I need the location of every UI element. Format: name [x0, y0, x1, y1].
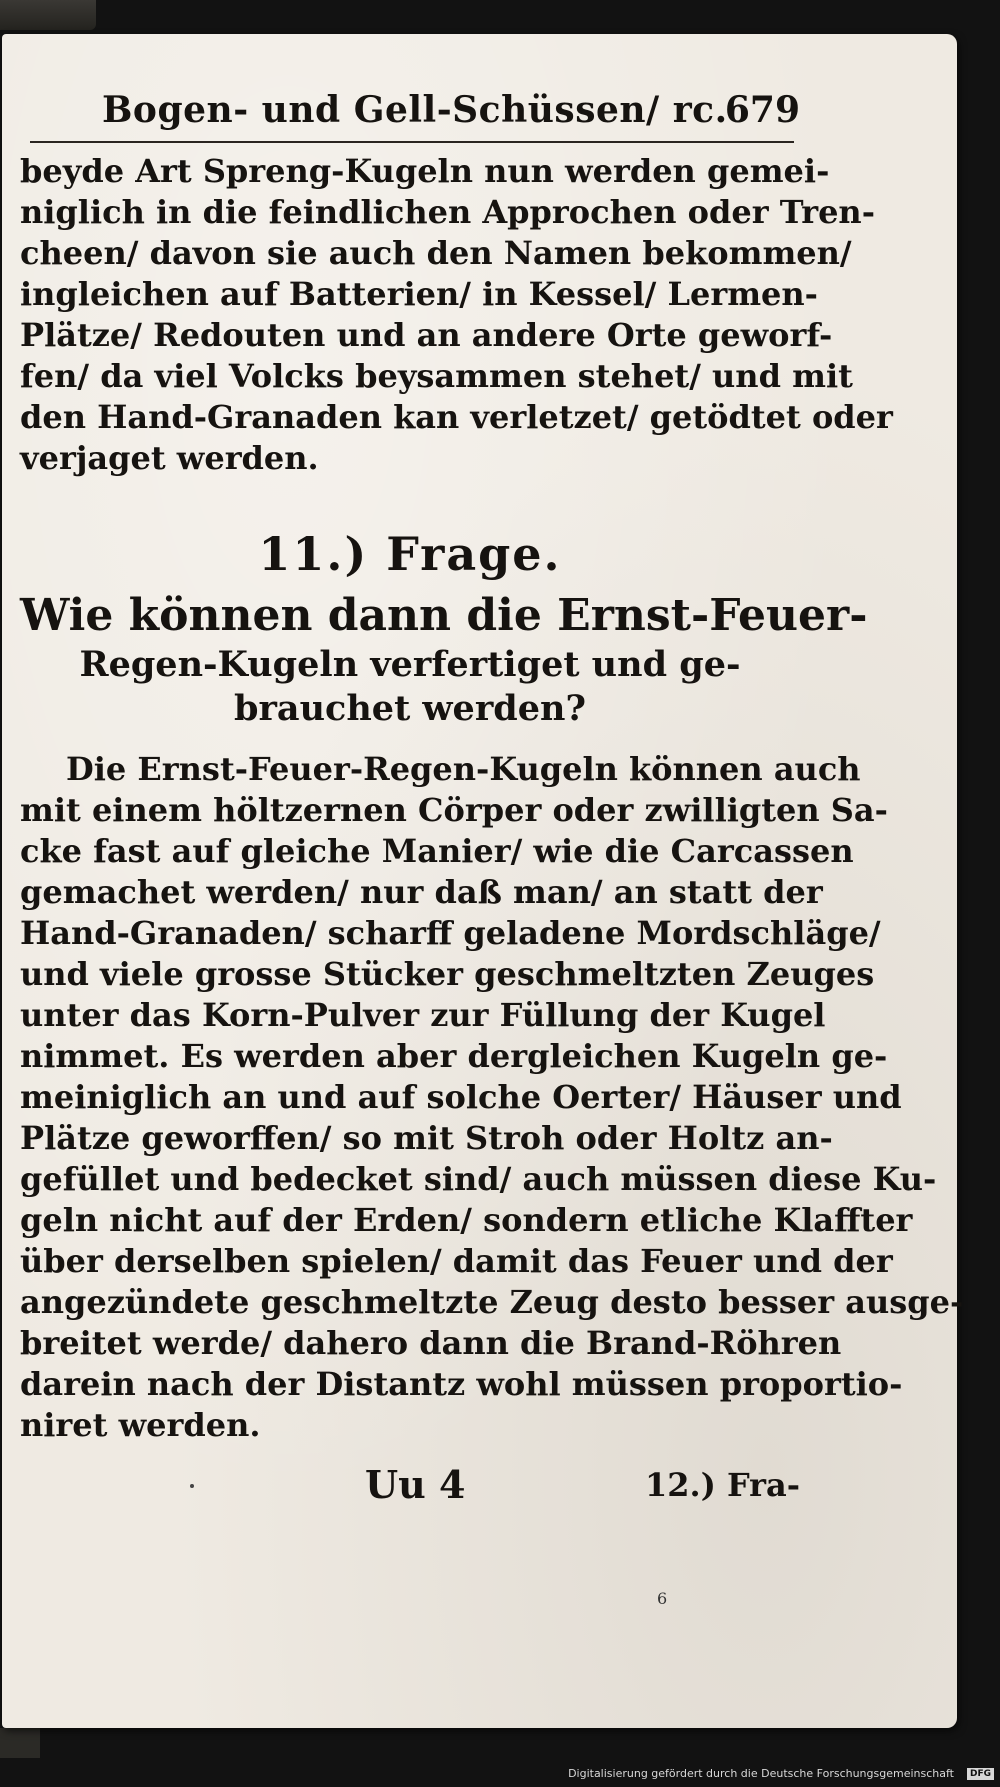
- page-tab-bottom: [0, 1728, 40, 1758]
- text-line: fen/ da viel Volcks beysammen stehet/ und mit: [20, 357, 853, 395]
- text-line: niret werden.: [20, 1406, 261, 1444]
- text-line: angezündete geschmeltzte Zeug desto besser ausge-: [20, 1283, 964, 1321]
- ink-dot: [190, 1484, 194, 1488]
- running-head: [20, 89, 800, 143]
- book-page: [2, 34, 964, 1728]
- question-number: 11.) Frage.: [258, 527, 562, 581]
- text-line: cheen/ davon sie auch den Namen bekommen/: [20, 234, 852, 272]
- text-line: unter das Korn-Pulver zur Füllung der Kugel: [20, 996, 826, 1034]
- text-line: gefüllet und bedecket sind/ auch müssen diese Ku-: [20, 1160, 937, 1198]
- text-line: beyde Art Spreng-Kugeln nun werden gemei-: [20, 152, 830, 190]
- text-line: Plätze/ Redouten und an andere Orte geworf-: [20, 316, 833, 354]
- signature-mark: Uu 4: [365, 1462, 466, 1507]
- text-line: Hand-Granaden/ scharff geladene Mordschläge/: [20, 914, 881, 952]
- text-line: ingleichen auf Batterien/ in Kessel/ Lermen-: [20, 275, 818, 313]
- catchword: 12.) Fra-: [645, 1466, 800, 1504]
- text-line: cke fast auf gleiche Manier/ wie die Carcassen: [20, 832, 854, 870]
- header-rule: [30, 141, 794, 143]
- marginal-mark: 6: [657, 1589, 668, 1608]
- paragraph-2: [20, 749, 964, 1446]
- paragraph-1: [20, 151, 893, 479]
- text-line: und viele grosse Stücker geschmeltzten Zeuges: [20, 955, 875, 993]
- text-line: Die Ernst-Feuer-Regen-Kugeln können auch: [66, 750, 861, 788]
- question-title-line: brauchet werden?: [234, 688, 586, 729]
- text-line: nimmet. Es werden aber dergleichen Kugeln ge-: [20, 1037, 888, 1075]
- text-line: verjaget werden.: [20, 439, 319, 477]
- page-number: 679: [724, 89, 800, 131]
- question-title-line: Regen-Kugeln verfertiget und ge-: [79, 644, 741, 685]
- text-line: niglich in die feindlichen Approchen oder Tren-: [20, 193, 875, 231]
- running-head-title: Bogen- und Gell-Schüssen/ rc.: [102, 89, 728, 131]
- text-line: mit einem höltzernen Cörper oder zwilligten Sa-: [20, 791, 888, 829]
- question-title: [20, 589, 868, 731]
- text-line: über derselben spielen/ damit das Feuer und der: [20, 1242, 893, 1280]
- text-line: Plätze geworffen/ so mit Stroh oder Holtz an-: [20, 1119, 833, 1157]
- page-tab-top: [0, 0, 96, 30]
- digitization-credit: Digitalisierung gefördert durch die Deutsche Forschungsgemeinschaft: [568, 1767, 954, 1780]
- dfg-logo: DFG: [967, 1768, 994, 1780]
- page-footer: [20, 1462, 800, 1522]
- text-line: meiniglich an und auf solche Oerter/ Häuser und: [20, 1078, 902, 1116]
- text-line: gemachet werden/ nur daß man/ an statt der: [20, 873, 823, 911]
- text-line: darein nach der Distantz wohl müssen proportio-: [20, 1365, 903, 1403]
- text-line: den Hand-Granaden kan verletzet/ getödtet oder: [20, 398, 893, 436]
- text-line: geln nicht auf der Erden/ sondern etliche Klaffter: [20, 1201, 913, 1239]
- page-content: [20, 89, 964, 1522]
- text-line: breitet werde/ dahero dann die Brand-Röhren: [20, 1324, 842, 1362]
- question-title-line: Wie können dann die Ernst-Feuer-: [20, 590, 868, 641]
